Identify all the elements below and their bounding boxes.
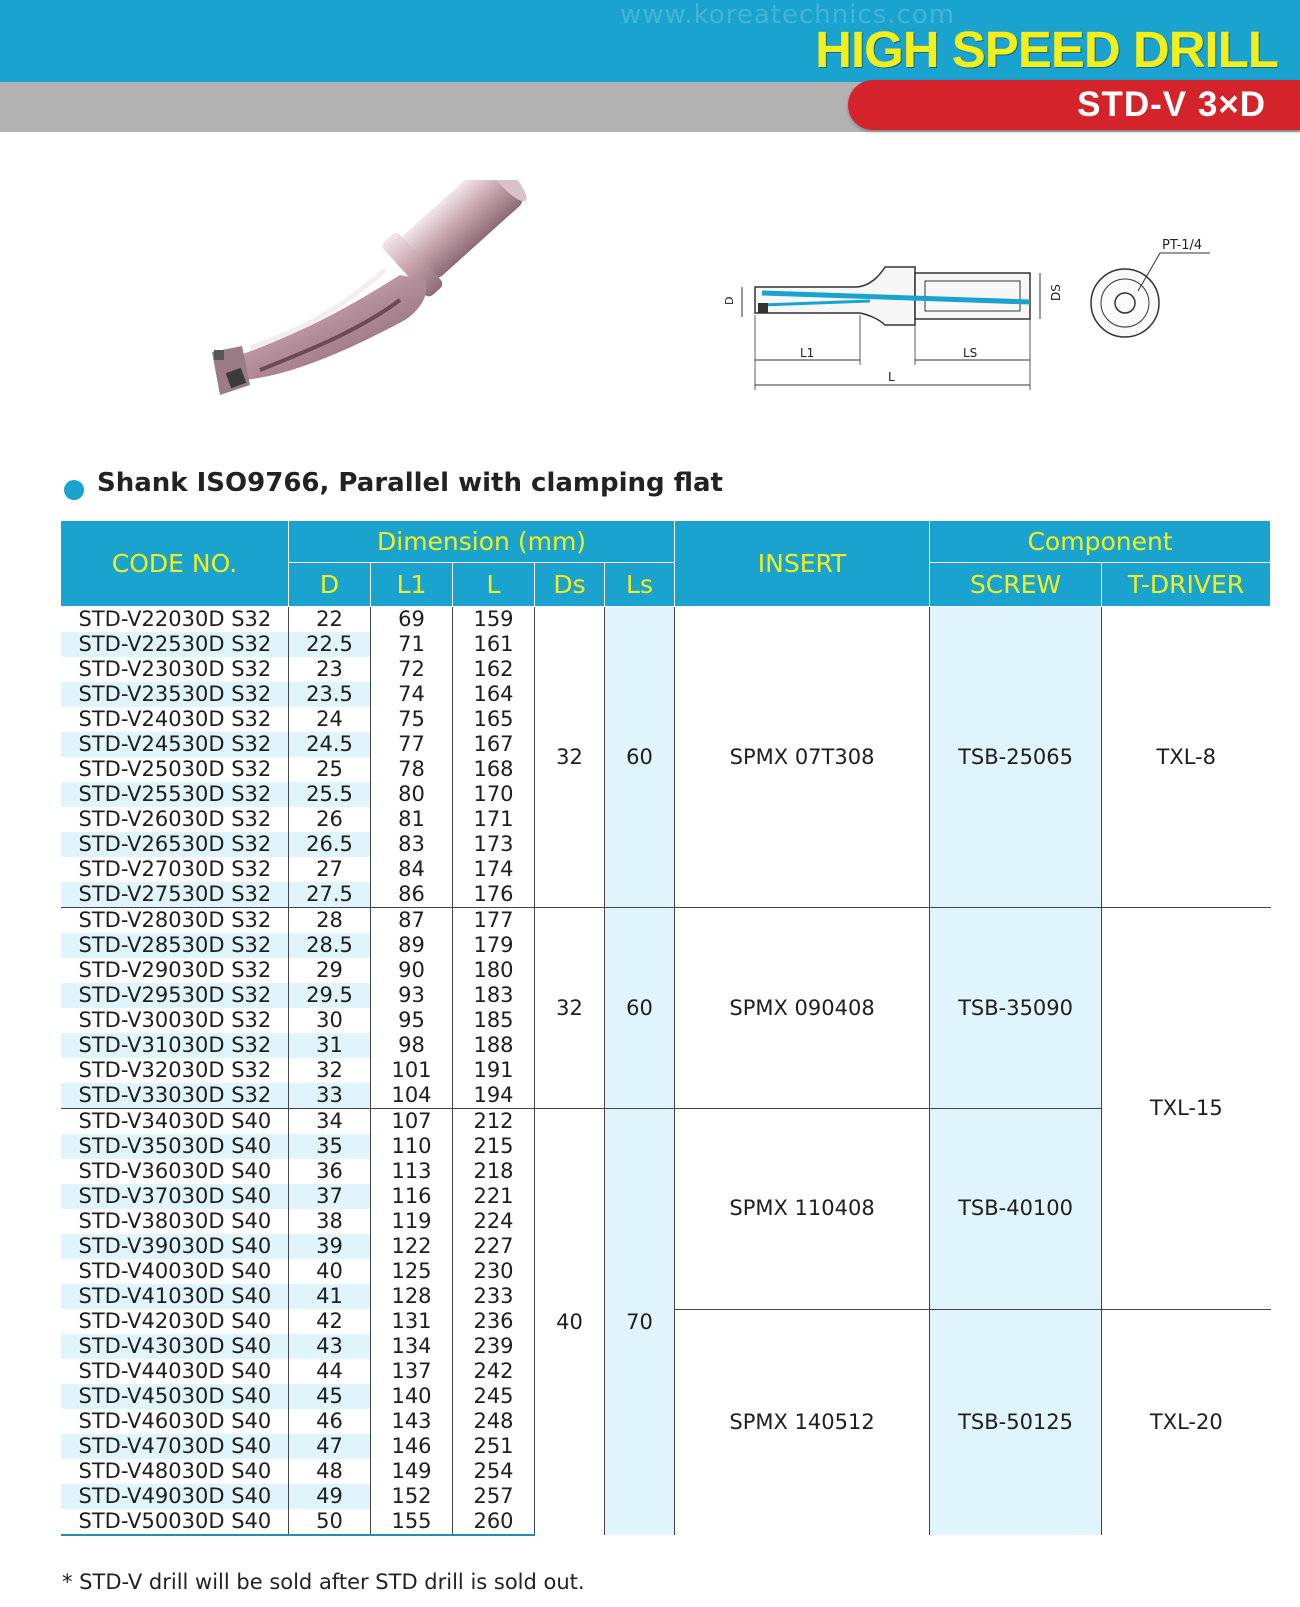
cell-l: 221: [453, 1184, 535, 1209]
cell-d: 38: [289, 1209, 371, 1234]
header-l1: L1: [371, 563, 453, 607]
cell-d: 28.5: [289, 933, 371, 958]
cell-l: 194: [453, 1083, 535, 1109]
cell-code: STD-V29530D S32: [61, 983, 289, 1008]
cell-l: 254: [453, 1459, 535, 1484]
cell-code: STD-V24030D S32: [78, 707, 272, 731]
cell-insert: SPMX 110408: [675, 1109, 930, 1310]
cell-code: STD-V42030D S40: [78, 1309, 272, 1333]
cell-l: 236: [453, 1309, 535, 1334]
cell-d: 24.5: [289, 732, 371, 757]
cell-d: 25.5: [289, 782, 371, 807]
cell-l: 239: [453, 1334, 535, 1359]
cell-l1: 75: [371, 707, 453, 732]
cell-l: 183: [453, 983, 535, 1008]
cell-d: 50: [289, 1509, 371, 1535]
cell-screw: TSB-50125: [930, 1309, 1102, 1535]
cell-d: 44: [289, 1359, 371, 1384]
cell-l: 230: [453, 1259, 535, 1284]
cell-d: 49: [289, 1484, 371, 1509]
cell-code: STD-V29030D S32: [78, 958, 272, 982]
cell-code: STD-V28030D S32: [61, 908, 289, 934]
cell-d: 31: [289, 1033, 371, 1058]
cell-code: STD-V22530D S32: [61, 632, 289, 657]
cell-l: 233: [453, 1284, 535, 1309]
cell-code: STD-V50030D S40: [61, 1509, 289, 1535]
label-ls: LS: [963, 346, 978, 360]
cell-l1: 71: [371, 632, 453, 657]
cell-tdriver: TXL-8: [1102, 607, 1271, 908]
header-insert: INSERT: [675, 521, 930, 607]
cell-l1: 90: [371, 958, 453, 983]
cell-l1: 74: [371, 682, 453, 707]
cell-code: STD-V35030D S40: [61, 1134, 289, 1159]
cell-d: 33: [289, 1083, 371, 1109]
cell-l: 173: [453, 832, 535, 857]
cell-l1: 89: [371, 933, 453, 958]
cell-code: STD-V47030D S40: [61, 1434, 289, 1459]
cell-d: 39: [289, 1234, 371, 1259]
cell-d: 46: [289, 1409, 371, 1434]
cell-tdriver: TXL-15: [1102, 908, 1271, 1310]
cell-d: 27: [289, 857, 371, 882]
cell-code: STD-V24530D S32: [61, 732, 289, 757]
cell-d: 26.5: [289, 832, 371, 857]
cell-l1: 131: [371, 1309, 453, 1334]
cell-screw: TSB-40100: [930, 1109, 1102, 1310]
cell-l1: 77: [371, 732, 453, 757]
cell-d: 34: [289, 1109, 371, 1135]
cell-d: 25: [289, 757, 371, 782]
cell-l1: 104: [371, 1083, 453, 1109]
cell-l: 191: [453, 1058, 535, 1083]
cell-code: STD-V49030D S40: [61, 1484, 289, 1509]
cell-code: STD-V27530D S32: [61, 882, 289, 908]
cell-code: STD-V46030D S40: [78, 1409, 272, 1433]
cell-l1: 149: [371, 1459, 453, 1484]
cell-code: STD-V27030D S32: [78, 857, 272, 881]
cell-code: STD-V26030D S32: [78, 807, 272, 831]
spec-table-body: [61, 607, 1271, 1536]
cell-l1: 95: [371, 1008, 453, 1033]
cell-l: 242: [453, 1359, 535, 1384]
cell-l: 159: [453, 607, 535, 633]
cell-l: 176: [453, 882, 535, 908]
cell-ds: 40: [535, 1109, 605, 1536]
bullet-dot-icon: [64, 480, 84, 500]
cell-l: 167: [453, 732, 535, 757]
cell-screw: TSB-25065: [930, 607, 1102, 908]
cell-l1: 78: [371, 757, 453, 782]
cell-l: 170: [453, 782, 535, 807]
label-l: L: [888, 370, 895, 384]
cell-ls: 60: [605, 908, 675, 1109]
label-ds: DS: [1049, 284, 1063, 301]
cell-d: 45: [289, 1384, 371, 1409]
cell-l1: 143: [371, 1409, 453, 1434]
cell-d: 41: [289, 1284, 371, 1309]
cell-l: 251: [453, 1434, 535, 1459]
cell-d: 28: [289, 908, 371, 934]
cell-l1: 140: [371, 1384, 453, 1409]
cell-code: STD-V38030D S40: [78, 1209, 272, 1233]
model-subtitle: STD-V 3×D: [1077, 85, 1266, 124]
cell-l: 185: [453, 1008, 535, 1033]
cell-code: STD-V25530D S32: [61, 782, 289, 807]
table-row: [61, 908, 1271, 934]
cell-d: 36: [289, 1159, 371, 1184]
cell-d: 22: [289, 607, 371, 633]
cell-screw: TSB-35090: [930, 908, 1102, 1109]
cell-code: STD-V45030D S40: [61, 1384, 289, 1409]
page-title: HIGH SPEED DRILL: [815, 21, 1278, 78]
spec-table: [60, 520, 1271, 1536]
cell-l1: 86: [371, 882, 453, 908]
cell-l1: 72: [371, 657, 453, 682]
cell-l1: 146: [371, 1434, 453, 1459]
cell-d: 48: [289, 1459, 371, 1484]
cell-l1: 84: [371, 857, 453, 882]
cell-ds: 32: [535, 908, 605, 1109]
cell-insert: SPMX 090408: [675, 908, 930, 1109]
cell-code: STD-V33030D S32: [61, 1083, 289, 1109]
cell-l: 171: [453, 807, 535, 832]
cell-l: 179: [453, 933, 535, 958]
cell-code: STD-V25030D S32: [78, 757, 272, 781]
cell-l1: 137: [371, 1359, 453, 1384]
header-ls: Ls: [605, 563, 675, 607]
cell-l: 165: [453, 707, 535, 732]
cell-l1: 113: [371, 1159, 453, 1184]
label-d: D: [723, 296, 736, 305]
cell-l1: 83: [371, 832, 453, 857]
cell-l: 177: [453, 908, 535, 934]
cell-l: 224: [453, 1209, 535, 1234]
cell-insert: SPMX 140512: [675, 1309, 930, 1535]
cell-d: 30: [289, 1008, 371, 1033]
cell-l: 215: [453, 1134, 535, 1159]
cell-d: 47: [289, 1434, 371, 1459]
header-code: CODE NO.: [61, 521, 289, 607]
cell-code: STD-V37030D S40: [61, 1184, 289, 1209]
cell-l: 168: [453, 757, 535, 782]
cell-l: 180: [453, 958, 535, 983]
cell-d: 40: [289, 1259, 371, 1284]
cell-l: 260: [453, 1509, 535, 1535]
cell-code: STD-V48030D S40: [78, 1459, 272, 1483]
cell-code: STD-V39030D S40: [61, 1234, 289, 1259]
cell-l1: 119: [371, 1209, 453, 1234]
cell-code: STD-V40030D S40: [78, 1259, 272, 1283]
cell-tdriver: TXL-20: [1102, 1309, 1271, 1535]
cell-code: STD-V36030D S40: [78, 1159, 272, 1183]
cell-l: 161: [453, 632, 535, 657]
cell-code: STD-V44030D S40: [78, 1359, 272, 1383]
cell-d: 32: [289, 1058, 371, 1083]
cell-l: 162: [453, 657, 535, 682]
header-tdriver: T-DRIVER: [1102, 563, 1271, 607]
cell-code: STD-V22030D S32: [78, 607, 272, 631]
cell-d: 24: [289, 707, 371, 732]
cell-l1: 128: [371, 1284, 453, 1309]
cell-l: 248: [453, 1409, 535, 1434]
cell-d: 23.5: [289, 682, 371, 707]
label-l1: L1: [800, 346, 815, 360]
label-pt: PT-1/4: [1162, 238, 1203, 253]
cell-l: 188: [453, 1033, 535, 1058]
cell-l1: 107: [371, 1109, 453, 1135]
cell-d: 27.5: [289, 882, 371, 908]
cell-l1: 80: [371, 782, 453, 807]
watermark-text: www.koreatechnics.com: [620, 0, 956, 30]
cell-d: 26: [289, 807, 371, 832]
cell-l1: 122: [371, 1234, 453, 1259]
header-ds: Ds: [535, 563, 605, 607]
cell-l1: 125: [371, 1259, 453, 1284]
cell-l1: 152: [371, 1484, 453, 1509]
drill-photo: [190, 180, 570, 410]
cell-l1: 81: [371, 807, 453, 832]
cell-code: STD-V43030D S40: [61, 1334, 289, 1359]
cell-d: 22.5: [289, 632, 371, 657]
cell-code: STD-V23530D S32: [61, 682, 289, 707]
table-row: [61, 607, 1271, 633]
section-title: Shank ISO9766, Parallel with clamping flat: [97, 468, 723, 498]
cell-l1: 116: [371, 1184, 453, 1209]
cell-l: 218: [453, 1159, 535, 1184]
cell-l1: 87: [371, 908, 453, 934]
cell-d: 29: [289, 958, 371, 983]
cell-l1: 101: [371, 1058, 453, 1083]
cell-ls: 70: [605, 1109, 675, 1536]
cell-l: 257: [453, 1484, 535, 1509]
cell-l: 245: [453, 1384, 535, 1409]
cell-l: 212: [453, 1109, 535, 1135]
cell-d: 29.5: [289, 983, 371, 1008]
cell-l1: 110: [371, 1134, 453, 1159]
cell-insert: SPMX 07T308: [675, 607, 930, 908]
header-l: L: [453, 563, 535, 607]
cell-code: STD-V34030D S40: [61, 1109, 289, 1135]
cell-l: 174: [453, 857, 535, 882]
cell-l1: 155: [371, 1509, 453, 1535]
header-dimension: Dimension (mm): [289, 521, 675, 563]
cell-code: STD-V32030D S32: [78, 1058, 272, 1082]
cell-d: 35: [289, 1134, 371, 1159]
footnote: * STD-V drill will be sold after STD drill is sold out.: [62, 1570, 585, 1594]
cell-ls: 60: [605, 607, 675, 908]
cell-d: 23: [289, 657, 371, 682]
cell-code: STD-V28530D S32: [61, 933, 289, 958]
cell-code: STD-V41030D S40: [61, 1284, 289, 1309]
cell-l1: 98: [371, 1033, 453, 1058]
cell-d: 43: [289, 1334, 371, 1359]
cell-l: 164: [453, 682, 535, 707]
header-d: D: [289, 563, 371, 607]
cell-ds: 32: [535, 607, 605, 908]
header-component: Component: [930, 521, 1271, 563]
dimension-drawing: [720, 235, 1220, 400]
cell-code: STD-V26530D S32: [61, 832, 289, 857]
cell-code: STD-V23030D S32: [78, 657, 272, 681]
cell-d: 37: [289, 1184, 371, 1209]
table-row: [61, 1109, 1271, 1135]
cell-d: 42: [289, 1309, 371, 1334]
cell-l1: 93: [371, 983, 453, 1008]
cell-l: 227: [453, 1234, 535, 1259]
cell-l1: 69: [371, 607, 453, 633]
cell-code: STD-V31030D S32: [61, 1033, 289, 1058]
cell-l1: 134: [371, 1334, 453, 1359]
header-screw: SCREW: [930, 563, 1102, 607]
cell-code: STD-V30030D S32: [78, 1008, 272, 1032]
